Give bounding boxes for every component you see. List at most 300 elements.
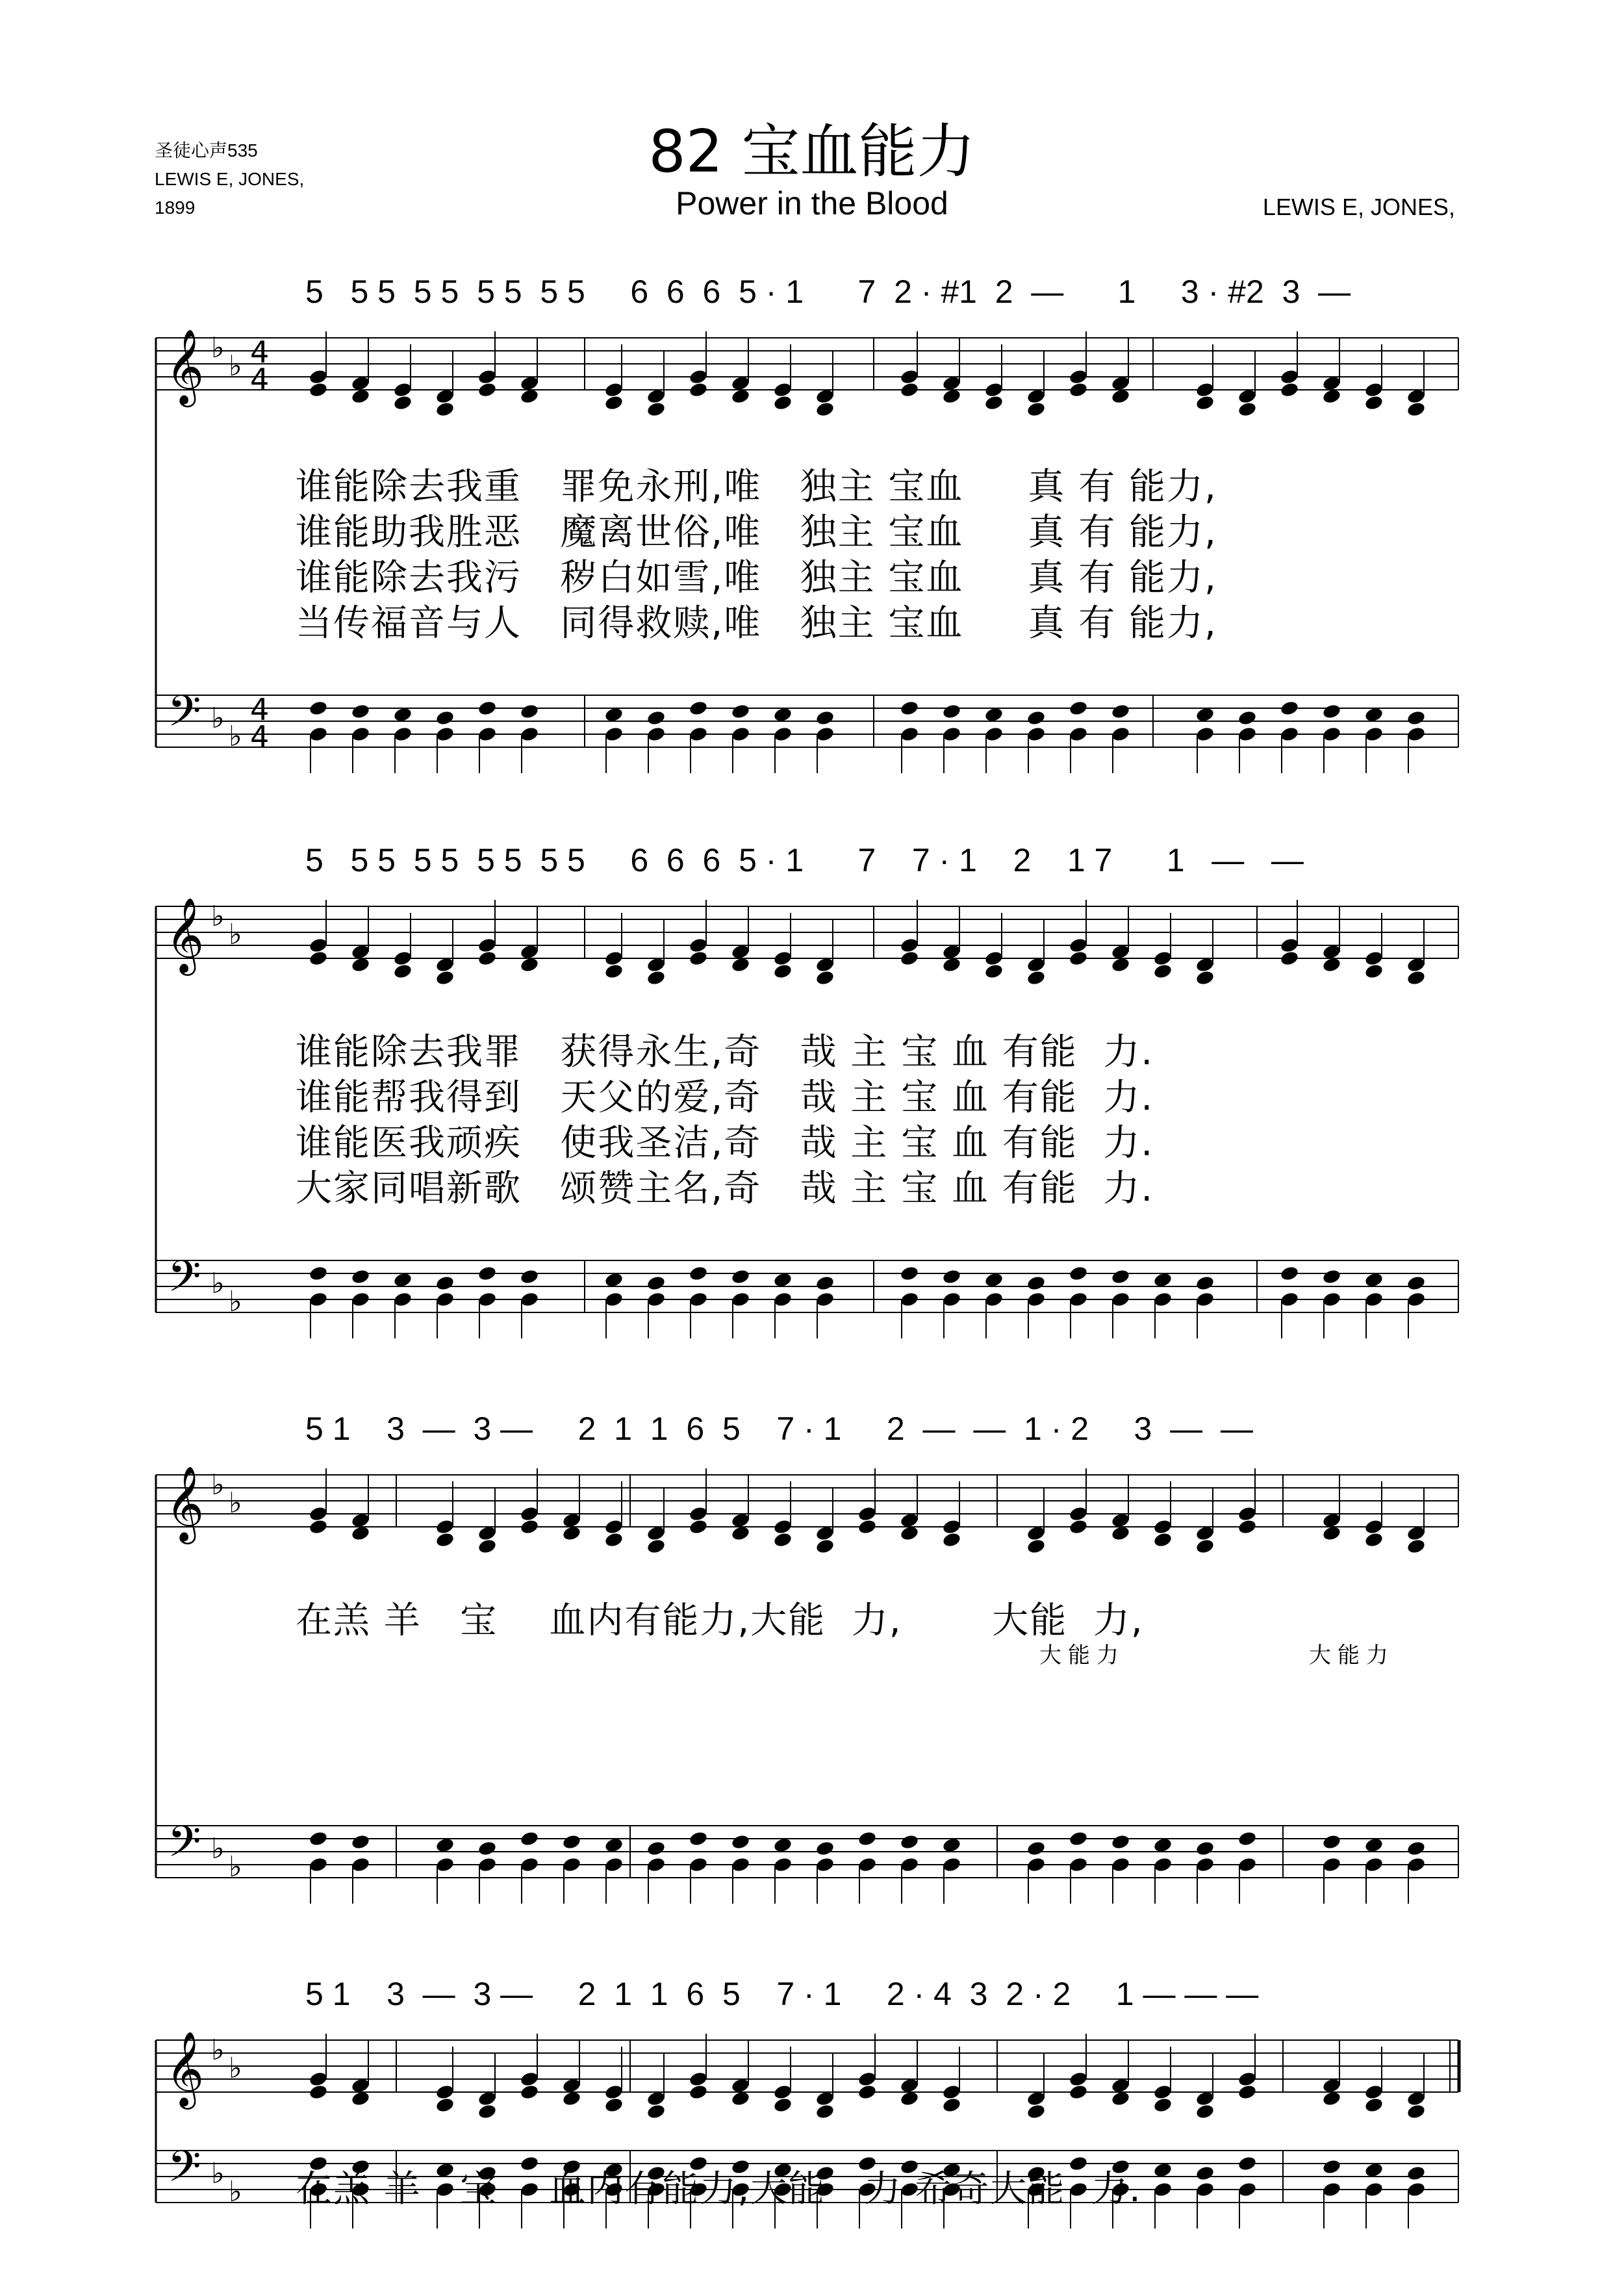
notehead-icon (942, 726, 962, 743)
notehead-icon (900, 950, 920, 967)
notehead-icon (435, 1518, 455, 1535)
notehead-icon (1069, 2084, 1089, 2101)
time-signature-icon: 4 (250, 335, 270, 370)
notehead-icon (942, 1268, 962, 1285)
notehead-icon (604, 394, 624, 411)
notehead-icon (900, 700, 920, 717)
bass-clef-icon: 𝄢 (168, 686, 201, 747)
flat-icon: ♭ (211, 1832, 225, 1865)
notehead-icon (646, 1840, 666, 1857)
notehead-icon (689, 726, 709, 743)
notehead-icon (942, 1518, 962, 1535)
notehead-icon (477, 1840, 498, 1857)
notehead-icon (1153, 2084, 1173, 2101)
notehead-icon (435, 401, 455, 418)
notehead-icon (477, 937, 498, 954)
notehead-icon (815, 1856, 835, 1873)
notehead-icon (1406, 709, 1427, 726)
notehead-icon (1153, 963, 1173, 980)
notehead-icon (646, 401, 666, 418)
notehead-icon (900, 1833, 920, 1850)
notehead-icon (477, 381, 498, 398)
notehead-icon (604, 1531, 624, 1548)
notehead-icon (1153, 1531, 1173, 1548)
small-lyric-3-a: 大能力 (1039, 1642, 1125, 1668)
notehead-icon (773, 1518, 793, 1535)
notehead-icon (520, 703, 540, 720)
lyric-2-4: 大家同唱新歌 颂赞主名,奇 哉 主 宝 血 有能 力. (296, 1168, 1154, 1210)
notehead-icon (689, 368, 709, 385)
notehead-icon (477, 2103, 498, 2120)
cipher-line-4: 5 1 3 — 3 — 2 1 1 6 5 7 · 1 2 · 4 3 2 · 2 1 — — — (305, 1976, 1259, 2012)
flat-icon: ♭ (229, 720, 242, 753)
bass-clef-icon: 𝄢 (168, 1817, 201, 1877)
notehead-icon (815, 1538, 835, 1555)
notehead-icon (857, 1830, 878, 1847)
treble-clef-icon: 𝄞 (166, 2030, 205, 2106)
flat-icon: ♭ (229, 2052, 242, 2085)
notehead-icon (1280, 937, 1300, 954)
notehead-icon (857, 1518, 878, 1535)
treble-clef-icon: 𝄞 (166, 328, 205, 404)
notehead-icon (773, 2084, 793, 2101)
small-lyric-3-b: 大能力 (1309, 1642, 1395, 1668)
notehead-icon (1026, 709, 1047, 726)
notehead-icon (731, 1291, 751, 1308)
notehead-icon (1364, 2097, 1384, 2114)
notehead-icon (1026, 969, 1047, 986)
flat-icon: ♭ (229, 2175, 242, 2208)
notehead-icon (393, 394, 413, 411)
notehead-icon (731, 726, 751, 743)
notehead-icon (351, 1856, 371, 1873)
notehead-icon (1322, 1268, 1342, 1285)
notehead-icon (1364, 2181, 1384, 2198)
notehead-icon (773, 381, 793, 398)
notehead-icon (1237, 709, 1258, 726)
cipher-line-3: 5 1 3 — 3 — 2 1 1 6 5 7 · 1 2 — — 1 · 2 3 — — (305, 1411, 1253, 1447)
notehead-icon (1026, 1856, 1047, 1873)
notehead-icon (520, 1830, 540, 1847)
treble-clef-icon: 𝄞 (166, 897, 205, 973)
notehead-icon (942, 1531, 962, 1548)
notehead-icon (689, 1830, 709, 1847)
notehead-icon (477, 726, 498, 743)
notehead-icon (689, 1265, 709, 1282)
notehead-icon (477, 368, 498, 385)
notehead-icon (1280, 726, 1300, 743)
notehead-icon (1111, 703, 1131, 720)
notehead-icon (1026, 401, 1047, 418)
notehead-icon (1111, 1833, 1131, 1850)
notehead-icon (689, 1291, 709, 1308)
notehead-icon (351, 1833, 371, 1850)
notehead-icon (1364, 381, 1384, 398)
notehead-icon (646, 726, 666, 743)
notehead-icon (1153, 950, 1173, 967)
notehead-icon (1026, 2103, 1047, 2120)
notehead-icon (1237, 401, 1258, 418)
lyric-2-3: 谁能医我顽疾 使我圣洁,奇 哉 主 宝 血 有能 力. (296, 1122, 1154, 1164)
notehead-icon (1153, 2181, 1173, 2198)
notehead-icon (815, 1840, 835, 1857)
notehead-icon (942, 2097, 962, 2114)
notehead-icon (1364, 1518, 1384, 1535)
notehead-icon (1364, 394, 1384, 411)
notehead-icon (1322, 703, 1342, 720)
notehead-icon (1195, 2165, 1215, 2182)
notehead-icon (351, 1268, 371, 1285)
flat-icon: ♭ (229, 1850, 242, 1884)
notehead-icon (773, 950, 793, 967)
notehead-icon (604, 726, 624, 743)
notehead-icon (351, 726, 371, 743)
notehead-icon (689, 1505, 709, 1522)
time-signature-icon: 4 (250, 692, 270, 727)
notehead-icon (1026, 1291, 1047, 1308)
flat-icon: ♭ (229, 1285, 242, 1318)
notehead-icon (520, 2071, 540, 2088)
flat-icon: ♭ (211, 2034, 225, 2067)
notehead-icon (1069, 1265, 1089, 1282)
cipher-line-2: 5 5 5 5 5 5 5 5 5 6 6 6 5 · 1 7 7 · 1 2 1 7 1 — — (305, 842, 1304, 878)
flat-icon: ♭ (229, 918, 242, 951)
notehead-icon (477, 1538, 498, 1555)
notehead-icon (435, 969, 455, 986)
notehead-icon (1026, 1538, 1047, 1555)
notehead-icon (1069, 950, 1089, 967)
time-signature-icon: 4 (250, 719, 270, 754)
notehead-icon (689, 937, 709, 954)
notehead-icon (1195, 726, 1215, 743)
notehead-icon (435, 1531, 455, 1548)
notehead-icon (1364, 726, 1384, 743)
notehead-icon (520, 2084, 540, 2101)
lyric-2-2: 谁能帮我得到 天父的爱,奇 哉 主 宝 血 有能 力. (296, 1077, 1154, 1119)
notehead-icon (1280, 950, 1300, 967)
lyric-1-3: 谁能除去我污 秽白如雪,唯 独主 宝血 真 有 能力, (296, 557, 1217, 599)
notehead-icon (351, 1291, 371, 1308)
notehead-icon (1069, 1505, 1089, 1522)
notehead-icon (815, 401, 835, 418)
notehead-icon (520, 1291, 540, 1308)
notehead-icon (942, 2084, 962, 2101)
notehead-icon (393, 726, 413, 743)
notehead-icon (731, 1856, 751, 1873)
notehead-icon (1364, 1856, 1384, 1873)
notehead-icon (1322, 2158, 1342, 2175)
notehead-icon (773, 1291, 793, 1308)
notehead-icon (1195, 1291, 1215, 1308)
notehead-icon (477, 1856, 498, 1873)
notehead-icon (1153, 1291, 1173, 1308)
notehead-icon (604, 1856, 624, 1873)
notehead-icon (1364, 2084, 1384, 2101)
author-right: LEWIS E, JONES, (1262, 194, 1455, 220)
lyric-3-1: 在羔 羊 宝 血内有能力,大能 力, 大能 力, (296, 1600, 1144, 1642)
notehead-icon (984, 394, 1004, 411)
notehead-icon (689, 381, 709, 398)
notehead-icon (1364, 1291, 1384, 1308)
notehead-icon (520, 1505, 540, 1522)
notehead-icon (562, 1856, 582, 1873)
notehead-icon (1406, 1856, 1427, 1873)
notehead-icon (604, 1518, 624, 1535)
notehead-icon (1322, 726, 1342, 743)
notehead-icon (1111, 726, 1131, 743)
notehead-icon (1406, 1538, 1427, 1555)
bass-clef-icon: 𝄢 (168, 2141, 201, 2202)
notehead-icon (477, 700, 498, 717)
notehead-icon (815, 969, 835, 986)
flat-icon: ♭ (211, 702, 225, 735)
notehead-icon (942, 1856, 962, 1873)
notehead-icon (435, 2097, 455, 2114)
notehead-icon (1406, 2103, 1427, 2120)
notehead-icon (1069, 937, 1089, 954)
notehead-icon (562, 1833, 582, 1850)
notehead-icon (689, 2084, 709, 2101)
notehead-icon (1237, 1518, 1258, 1535)
notehead-icon (689, 700, 709, 717)
notehead-icon (773, 2097, 793, 2114)
notehead-icon (1280, 381, 1300, 398)
notehead-icon (984, 963, 1004, 980)
notehead-icon (393, 1291, 413, 1308)
notehead-icon (1195, 394, 1215, 411)
notehead-icon (435, 2084, 455, 2101)
notehead-icon (1195, 1840, 1215, 1857)
notehead-icon (773, 1531, 793, 1548)
notehead-icon (942, 1291, 962, 1308)
notehead-icon (477, 1291, 498, 1308)
flat-icon: ♭ (211, 331, 225, 364)
author-left: LEWIS E, JONES, (155, 169, 305, 189)
bass-clef-icon: 𝄢 (168, 1251, 201, 1312)
notehead-icon (815, 2103, 835, 2120)
notehead-icon (435, 709, 455, 726)
notehead-icon (1237, 1505, 1258, 1522)
notehead-icon (1280, 1291, 1300, 1308)
flat-icon: ♭ (229, 350, 242, 383)
notehead-icon (1069, 2071, 1089, 2088)
flat-icon: ♭ (211, 900, 225, 933)
notehead-icon (1406, 726, 1427, 743)
notehead-icon (731, 703, 751, 720)
notehead-icon (1237, 2084, 1258, 2101)
notehead-icon (1069, 381, 1089, 398)
notehead-icon (604, 950, 624, 967)
notehead-icon (984, 381, 1004, 398)
lyric-1-2: 谁能助我胜恶 魔离世俗,唯 独主 宝血 真 有 能力, (296, 511, 1217, 554)
notehead-icon (1406, 969, 1427, 986)
notehead-icon (1322, 1833, 1342, 1850)
notehead-icon (1195, 1275, 1215, 1292)
notehead-icon (309, 1505, 329, 1522)
notehead-icon (646, 709, 666, 726)
notehead-icon (1237, 2071, 1258, 2088)
lyric-2-1: 谁能除去我罪 获得永生,奇 哉 主 宝 血 有能 力. (296, 1031, 1154, 1073)
notehead-icon (1195, 1538, 1215, 1555)
notehead-icon (900, 1291, 920, 1308)
notehead-icon (1364, 950, 1384, 967)
notehead-icon (773, 963, 793, 980)
cipher-line-1: 5 5 5 5 5 5 5 5 5 6 6 6 5 · 1 7 2 · #1 2 — 1 3 · #2 3 — (305, 274, 1351, 310)
notehead-icon (900, 368, 920, 385)
notehead-icon (1069, 726, 1089, 743)
notehead-icon (1153, 1856, 1173, 1873)
notehead-icon (1069, 1856, 1089, 1873)
notehead-icon (1406, 401, 1427, 418)
notehead-icon (1237, 726, 1258, 743)
notehead-icon (520, 1856, 540, 1873)
notehead-icon (309, 1518, 329, 1535)
notehead-icon (309, 726, 329, 743)
notehead-icon (1237, 2181, 1258, 2198)
notehead-icon (1406, 2181, 1427, 2198)
notehead-icon (1026, 1840, 1047, 1857)
notehead-icon (857, 1856, 878, 1873)
notehead-icon (984, 950, 1004, 967)
lyric-4-1: 在羔 羊 宝 血内有能力,大能 力 希奇大能 力. (296, 2168, 1142, 2210)
notehead-icon (773, 1856, 793, 1873)
notehead-icon (309, 1830, 329, 1847)
notehead-icon (900, 937, 920, 954)
notehead-icon (1026, 1275, 1047, 1292)
notehead-icon (435, 1291, 455, 1308)
notehead-icon (1069, 1518, 1089, 1535)
notehead-icon (689, 950, 709, 967)
hymnal-reference: 圣徒心声535 (155, 140, 258, 160)
notehead-icon (984, 1291, 1004, 1308)
treble-clef-icon: 𝄞 (166, 1465, 205, 1541)
notehead-icon (1069, 700, 1089, 717)
notehead-icon (309, 2071, 329, 2088)
notehead-icon (1406, 1291, 1427, 1308)
notehead-icon (815, 726, 835, 743)
notehead-icon (1195, 1856, 1215, 1873)
notehead-icon (309, 700, 329, 717)
notehead-icon (815, 709, 835, 726)
notehead-icon (520, 1518, 540, 1535)
flat-icon: ♭ (229, 1487, 242, 1520)
notehead-icon (435, 726, 455, 743)
flat-icon: ♭ (211, 2157, 225, 2190)
lyric-1-1: 谁能除去我重 罪免永刑,唯 独主 宝血 真 有 能力, (296, 466, 1217, 508)
notehead-icon (1195, 2103, 1215, 2120)
notehead-icon (1406, 1840, 1427, 1857)
notehead-icon (604, 1291, 624, 1308)
notehead-icon (900, 381, 920, 398)
notehead-icon (309, 1291, 329, 1308)
notehead-icon (604, 2097, 624, 2114)
flat-icon: ♭ (211, 1468, 225, 1501)
notehead-icon (773, 726, 793, 743)
year: 1899 (155, 198, 196, 218)
notehead-icon (309, 2084, 329, 2101)
notehead-icon (689, 1518, 709, 1535)
notehead-icon (393, 950, 413, 967)
notehead-icon (477, 950, 498, 967)
notehead-icon (646, 1275, 666, 1292)
notehead-icon (857, 2084, 878, 2101)
notehead-icon (1237, 1830, 1258, 1847)
notehead-icon (1280, 368, 1300, 385)
notehead-icon (1195, 2181, 1215, 2198)
notehead-icon (689, 1856, 709, 1873)
notehead-icon (1406, 1275, 1427, 1292)
notehead-icon (1069, 368, 1089, 385)
lyric-1-4: 当传福音与人 同得救赎,唯 独主 宝血 真 有 能力, (296, 602, 1217, 645)
notehead-icon (900, 1856, 920, 1873)
notehead-icon (1153, 1518, 1173, 1535)
notehead-icon (309, 950, 329, 967)
time-signature-icon: 4 (250, 362, 270, 397)
notehead-icon (815, 1291, 835, 1308)
notehead-icon (309, 1265, 329, 1282)
notehead-icon (646, 1538, 666, 1555)
hymn-subtitle: Power in the Blood (676, 185, 948, 222)
notehead-icon (1364, 1531, 1384, 1548)
notehead-icon (773, 394, 793, 411)
notehead-icon (393, 963, 413, 980)
notehead-icon (309, 368, 329, 385)
notehead-icon (604, 2084, 624, 2101)
notehead-icon (1322, 1291, 1342, 1308)
notehead-icon (1322, 1856, 1342, 1873)
notehead-icon (520, 1268, 540, 1285)
notehead-icon (351, 703, 371, 720)
notehead-icon (309, 381, 329, 398)
notehead-icon (646, 1291, 666, 1308)
notehead-icon (1406, 2165, 1427, 2182)
hymn-title: 82 宝血能力 (648, 118, 976, 186)
notehead-icon (520, 726, 540, 743)
notehead-icon (1153, 2097, 1173, 2114)
notehead-icon (1280, 1265, 1300, 1282)
notehead-icon (435, 1275, 455, 1292)
notehead-icon (1111, 1291, 1131, 1308)
notehead-icon (646, 1856, 666, 1873)
notehead-icon (1237, 2155, 1258, 2172)
notehead-icon (1237, 1856, 1258, 1873)
notehead-icon (309, 1856, 329, 1873)
notehead-icon (1111, 1268, 1131, 1285)
flat-icon: ♭ (211, 1267, 225, 1300)
notehead-icon (393, 381, 413, 398)
notehead-icon (309, 937, 329, 954)
notehead-icon (1195, 381, 1215, 398)
notehead-icon (477, 1265, 498, 1282)
notehead-icon (857, 2071, 878, 2088)
notehead-icon (815, 1275, 835, 1292)
notehead-icon (646, 2103, 666, 2120)
notehead-icon (435, 1856, 455, 1873)
notehead-icon (604, 381, 624, 398)
notehead-icon (984, 726, 1004, 743)
notehead-icon (1111, 1856, 1131, 1873)
notehead-icon (731, 1268, 751, 1285)
notehead-icon (731, 1833, 751, 1850)
notehead-icon (1364, 963, 1384, 980)
notehead-icon (1026, 726, 1047, 743)
notehead-icon (942, 703, 962, 720)
notehead-icon (604, 963, 624, 980)
notehead-icon (1195, 969, 1215, 986)
notehead-icon (1069, 1291, 1089, 1308)
notehead-icon (689, 2071, 709, 2088)
notehead-icon (1069, 1830, 1089, 1847)
